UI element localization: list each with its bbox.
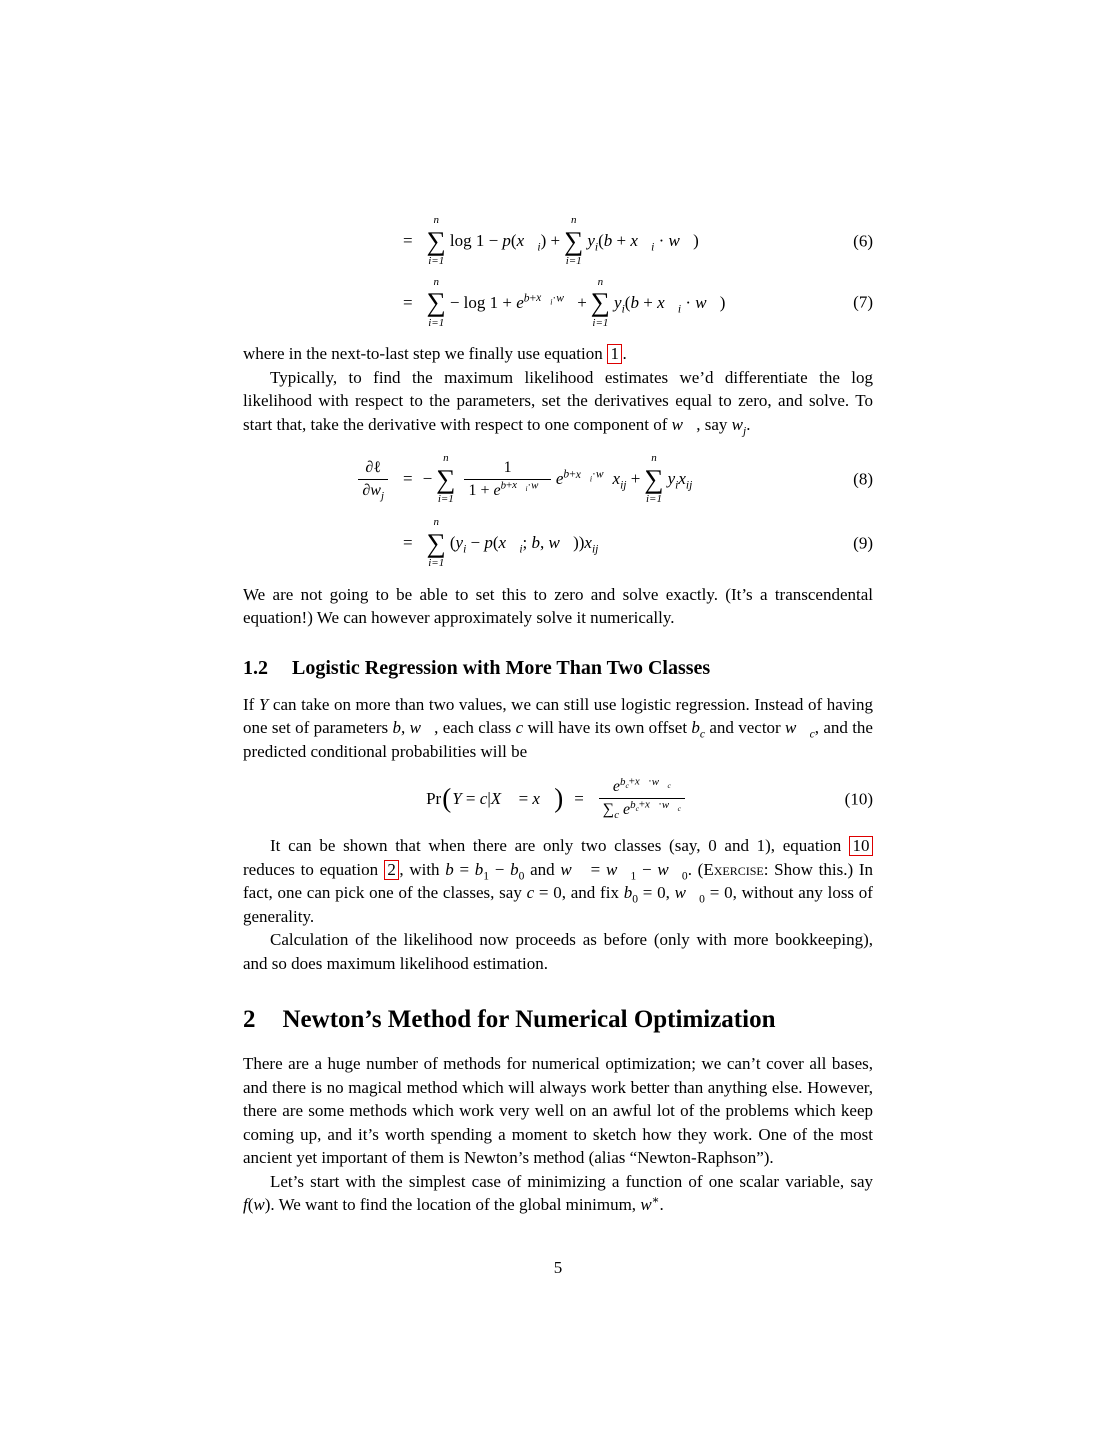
math-term: $y_ix_{ij}$	[667, 469, 693, 492]
paragraph-there-are: There are a huge number of methods for numerical optimization; we can’t cover all bases, and there is no magical method which will always work better than anything else. However, there are some methods which work very well on an awful lot of the problems which keep coming up, and it’s worth spending a moment to sketch how they work. One of the most ancient yet important of them is Newton’s method (alias “Newton-Raphson”).	[243, 1054, 873, 1167]
math-term: $y_i(b$ + $x⃗_i$ · w⃗)	[587, 231, 699, 254]
sigma-icon: ∑	[436, 463, 456, 494]
sum-upper-limit: n	[433, 275, 439, 288]
equation-lhs	[243, 458, 393, 501]
equation-9	[243, 516, 873, 570]
equation-7	[243, 276, 873, 330]
equation-ref-2[interactable]: 2	[384, 860, 400, 880]
sigma-icon: ∑	[590, 287, 611, 318]
open-paren: (	[442, 783, 452, 813]
paragraph-where: where in the next-to-last step we finally use equation 1 .	[243, 344, 627, 364]
fraction-denominator: $1 + e^{b+x⃗_i\cdot w⃗}$	[464, 479, 550, 501]
equals-sign: =	[403, 469, 413, 489]
sum-lower-limit: i=1	[592, 316, 609, 329]
summation-symbol	[644, 452, 663, 506]
paragraph-not-able: We are not going to be able to set this to zero and solve exactly. (It’s a transcendental equation!) We can however approximately solve it numerically.	[243, 584, 873, 627]
logistic-fraction	[464, 458, 550, 501]
equation-ref-1[interactable]: 1	[607, 344, 623, 364]
equals-sign: =	[403, 532, 413, 552]
fraction-denominator: $\partial w_j$	[358, 479, 388, 501]
sum-lower-limit: i=1	[565, 254, 582, 267]
sum-lower-limit: i=1	[428, 556, 445, 569]
equation-ref-10[interactable]: 10	[849, 836, 873, 856]
math-term: $\log 1 - p(x⃗_i)$ +	[449, 231, 561, 254]
fraction-numerator: $e^{b_c+x⃗\cdot w⃗_c}$	[612, 775, 671, 795]
summation-symbol	[591, 276, 610, 330]
sum-upper-limit: n	[433, 515, 439, 528]
sigma-icon: ∑	[426, 287, 446, 318]
sum-lower-limit: i=1	[428, 316, 445, 329]
equation-10	[243, 777, 873, 820]
math-term: ($y_i$ − $p(x⃗_i$; b, $w⃗))x_{ij}$	[449, 532, 599, 556]
sum-upper-limit: n	[443, 452, 449, 465]
paragraph-lets-start: Let’s start with the simplest case of minimizing a function of one scalar variable, say f(w). We want to find the location of the global minimum, w∗.	[243, 1171, 873, 1214]
sigma-icon: ∑	[426, 225, 446, 256]
sum-upper-limit: n	[651, 452, 657, 465]
equation-8	[243, 452, 873, 506]
page-number: 5	[553, 1258, 563, 1277]
section-title: Logistic Regression with More Than Two Classes	[292, 656, 711, 679]
sum-upper-limit: n	[433, 214, 439, 226]
math-term: Y = c|X⃗ = x⃗	[452, 788, 554, 808]
equation-number: (7)	[853, 292, 873, 312]
sigma-icon: ∑	[564, 225, 584, 256]
section-heading-1-2	[243, 656, 873, 680]
summation-symbol	[427, 516, 446, 570]
equation-number: (6)	[853, 231, 873, 251]
sum-upper-limit: n	[597, 275, 604, 288]
page-content	[243, 0, 873, 1217]
summation-symbol	[564, 214, 583, 268]
sum-upper-limit: n	[570, 214, 577, 226]
equation-6	[243, 214, 873, 268]
section-number: 1.2	[243, 656, 268, 679]
equation-number: (9)	[853, 532, 873, 552]
sum-lower-limit: i=1	[428, 254, 445, 267]
paragraph-calculation: Calculation of the likelihood now proceeds as before (only with more bookkeeping), and so does maximum likelihood estimation.	[243, 930, 873, 973]
partial-derivative-fraction	[358, 458, 388, 501]
probability-operator: Pr	[426, 788, 442, 808]
paragraph-typically: Typically, to find the maximum likelihood estimates we’d differentiate the log likelihood with respect to the parameters, set the derivatives equal to zero, and solve. To start that, take the derivative with respect to one component of w⃗, say $w_j$.	[243, 367, 873, 438]
section-number: 2	[243, 1006, 256, 1033]
sum-lower-limit: i=1	[645, 493, 662, 506]
sum-lower-limit: i=1	[437, 493, 454, 506]
section-title: Newton’s Method for Numerical Optimization	[282, 1006, 776, 1033]
equals-sign: =	[403, 292, 413, 312]
paragraph-if-y: If Y can take on more than two values, we can still use logistic regression. Instead of having one set of parameters b, w⃗, each class c will have its own offset $b_c$ and vector $w⃗_c$, and the predicted conditional probabilities will be	[243, 694, 873, 761]
summation-symbol	[436, 452, 455, 506]
math-term: − $\log 1 + e^{b+x⃗_i\cdot w⃗}$ +	[449, 291, 587, 312]
minus-sign: −	[422, 469, 433, 489]
fraction-numerator: 1	[503, 458, 512, 476]
math-term: $e^{b+x⃗_i\cdot w⃗}x_{ij}$ +	[555, 467, 641, 492]
softmax-fraction	[599, 777, 685, 820]
equation-number: (10)	[844, 788, 873, 808]
fraction-denominator: $\sum_c$ $e^{b_c+x⃗\cdot w⃗_c}$	[599, 798, 685, 820]
equals-sign: =	[574, 788, 584, 808]
section-heading-2	[243, 1005, 873, 1035]
equation-number: (8)	[853, 469, 873, 489]
math-term: $y_i(b$ + $x⃗_i$ · w⃗)	[614, 292, 726, 316]
summation-symbol	[427, 214, 446, 268]
paragraph-it-can: It can be shown that when there are only two classes (say, 0 and 1), equation 10 reduces to equation 2 , with $b = b_1 - b_0$ and w⃗ = $w⃗_1$ − $w⃗_0$. (Exercise: Show this.) In fact, one can pick one of the classes, say c = 0, and fix $b_0 = 0$, $w⃗_0 = 0$, without any loss of generality.	[243, 836, 873, 926]
sigma-icon: ∑	[426, 527, 446, 558]
summation-symbol	[427, 276, 446, 330]
sigma-icon: ∑	[644, 463, 664, 494]
fraction-numerator: ∂ℓ	[365, 458, 381, 476]
close-paren: )	[554, 783, 564, 813]
equals-sign: =	[403, 231, 413, 251]
